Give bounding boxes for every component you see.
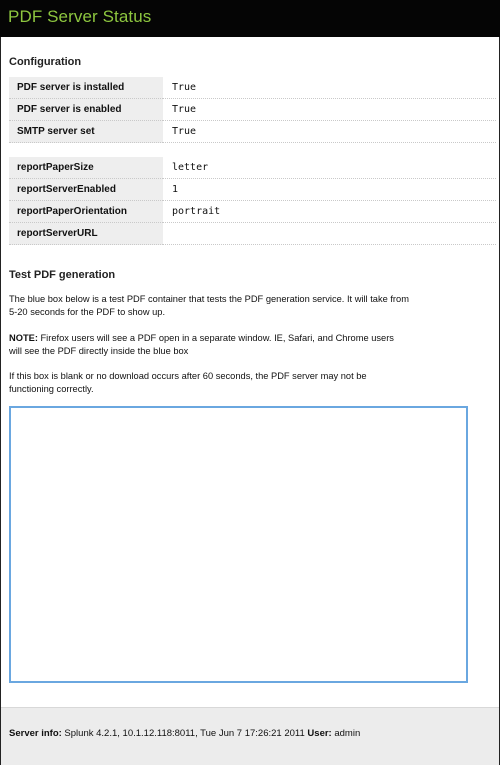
pdf-test-container[interactable] — [9, 406, 468, 683]
config-key: PDF server is enabled — [9, 99, 163, 121]
troubleshoot-note: If this box is blank or no download occurs after 60 seconds, the PDF server may not be functioning correctly. — [9, 371, 367, 394]
table-row — [9, 201, 496, 223]
config-key: reportPaperOrientation — [9, 201, 163, 223]
table-row — [9, 179, 496, 201]
config-value: 1 — [163, 179, 496, 201]
config-value: letter — [163, 157, 496, 179]
server-info-label: Server info: — [9, 728, 62, 739]
configuration-heading: Configuration — [9, 56, 82, 68]
user-value: admin — [331, 728, 361, 739]
test-pdf-heading: Test PDF generation — [9, 269, 116, 281]
config-value: True — [163, 121, 496, 143]
page-title: PDF Server Status — [8, 7, 152, 26]
config-key: PDF server is installed — [9, 77, 163, 99]
table-row — [9, 99, 496, 121]
config-table-status — [9, 77, 496, 143]
server-info — [9, 728, 360, 739]
config-key: reportPaperSize — [9, 157, 163, 179]
table-row — [9, 121, 496, 143]
config-key: reportServerURL — [9, 223, 163, 245]
footer-bar — [1, 707, 499, 765]
browser-note — [9, 332, 409, 358]
header-bar — [0, 0, 500, 37]
table-row — [9, 77, 496, 99]
config-value: True — [163, 99, 496, 121]
test-description: The blue box below is a test PDF container that tests the PDF generation service. It will take from 5-20 seconds for the PDF to show up. — [9, 294, 409, 317]
config-value: True — [163, 77, 496, 99]
note-text: Firefox users will see a PDF open in a separate window. IE, Safari, and Chrome users will see the PDF directly inside the blue box — [9, 333, 394, 356]
config-value — [163, 223, 496, 245]
config-key: SMTP server set — [9, 121, 163, 143]
note-label: NOTE: — [9, 333, 38, 343]
config-table-settings — [9, 157, 496, 245]
user-label: User: — [307, 728, 332, 739]
server-info-value: Splunk 4.2.1, 10.1.12.118:8011, Tue Jun 7 17:26:21 2011 — [61, 728, 308, 739]
table-row — [9, 223, 496, 245]
table-row — [9, 157, 496, 179]
config-value: portrait — [163, 201, 496, 223]
config-key: reportServerEnabled — [9, 179, 163, 201]
